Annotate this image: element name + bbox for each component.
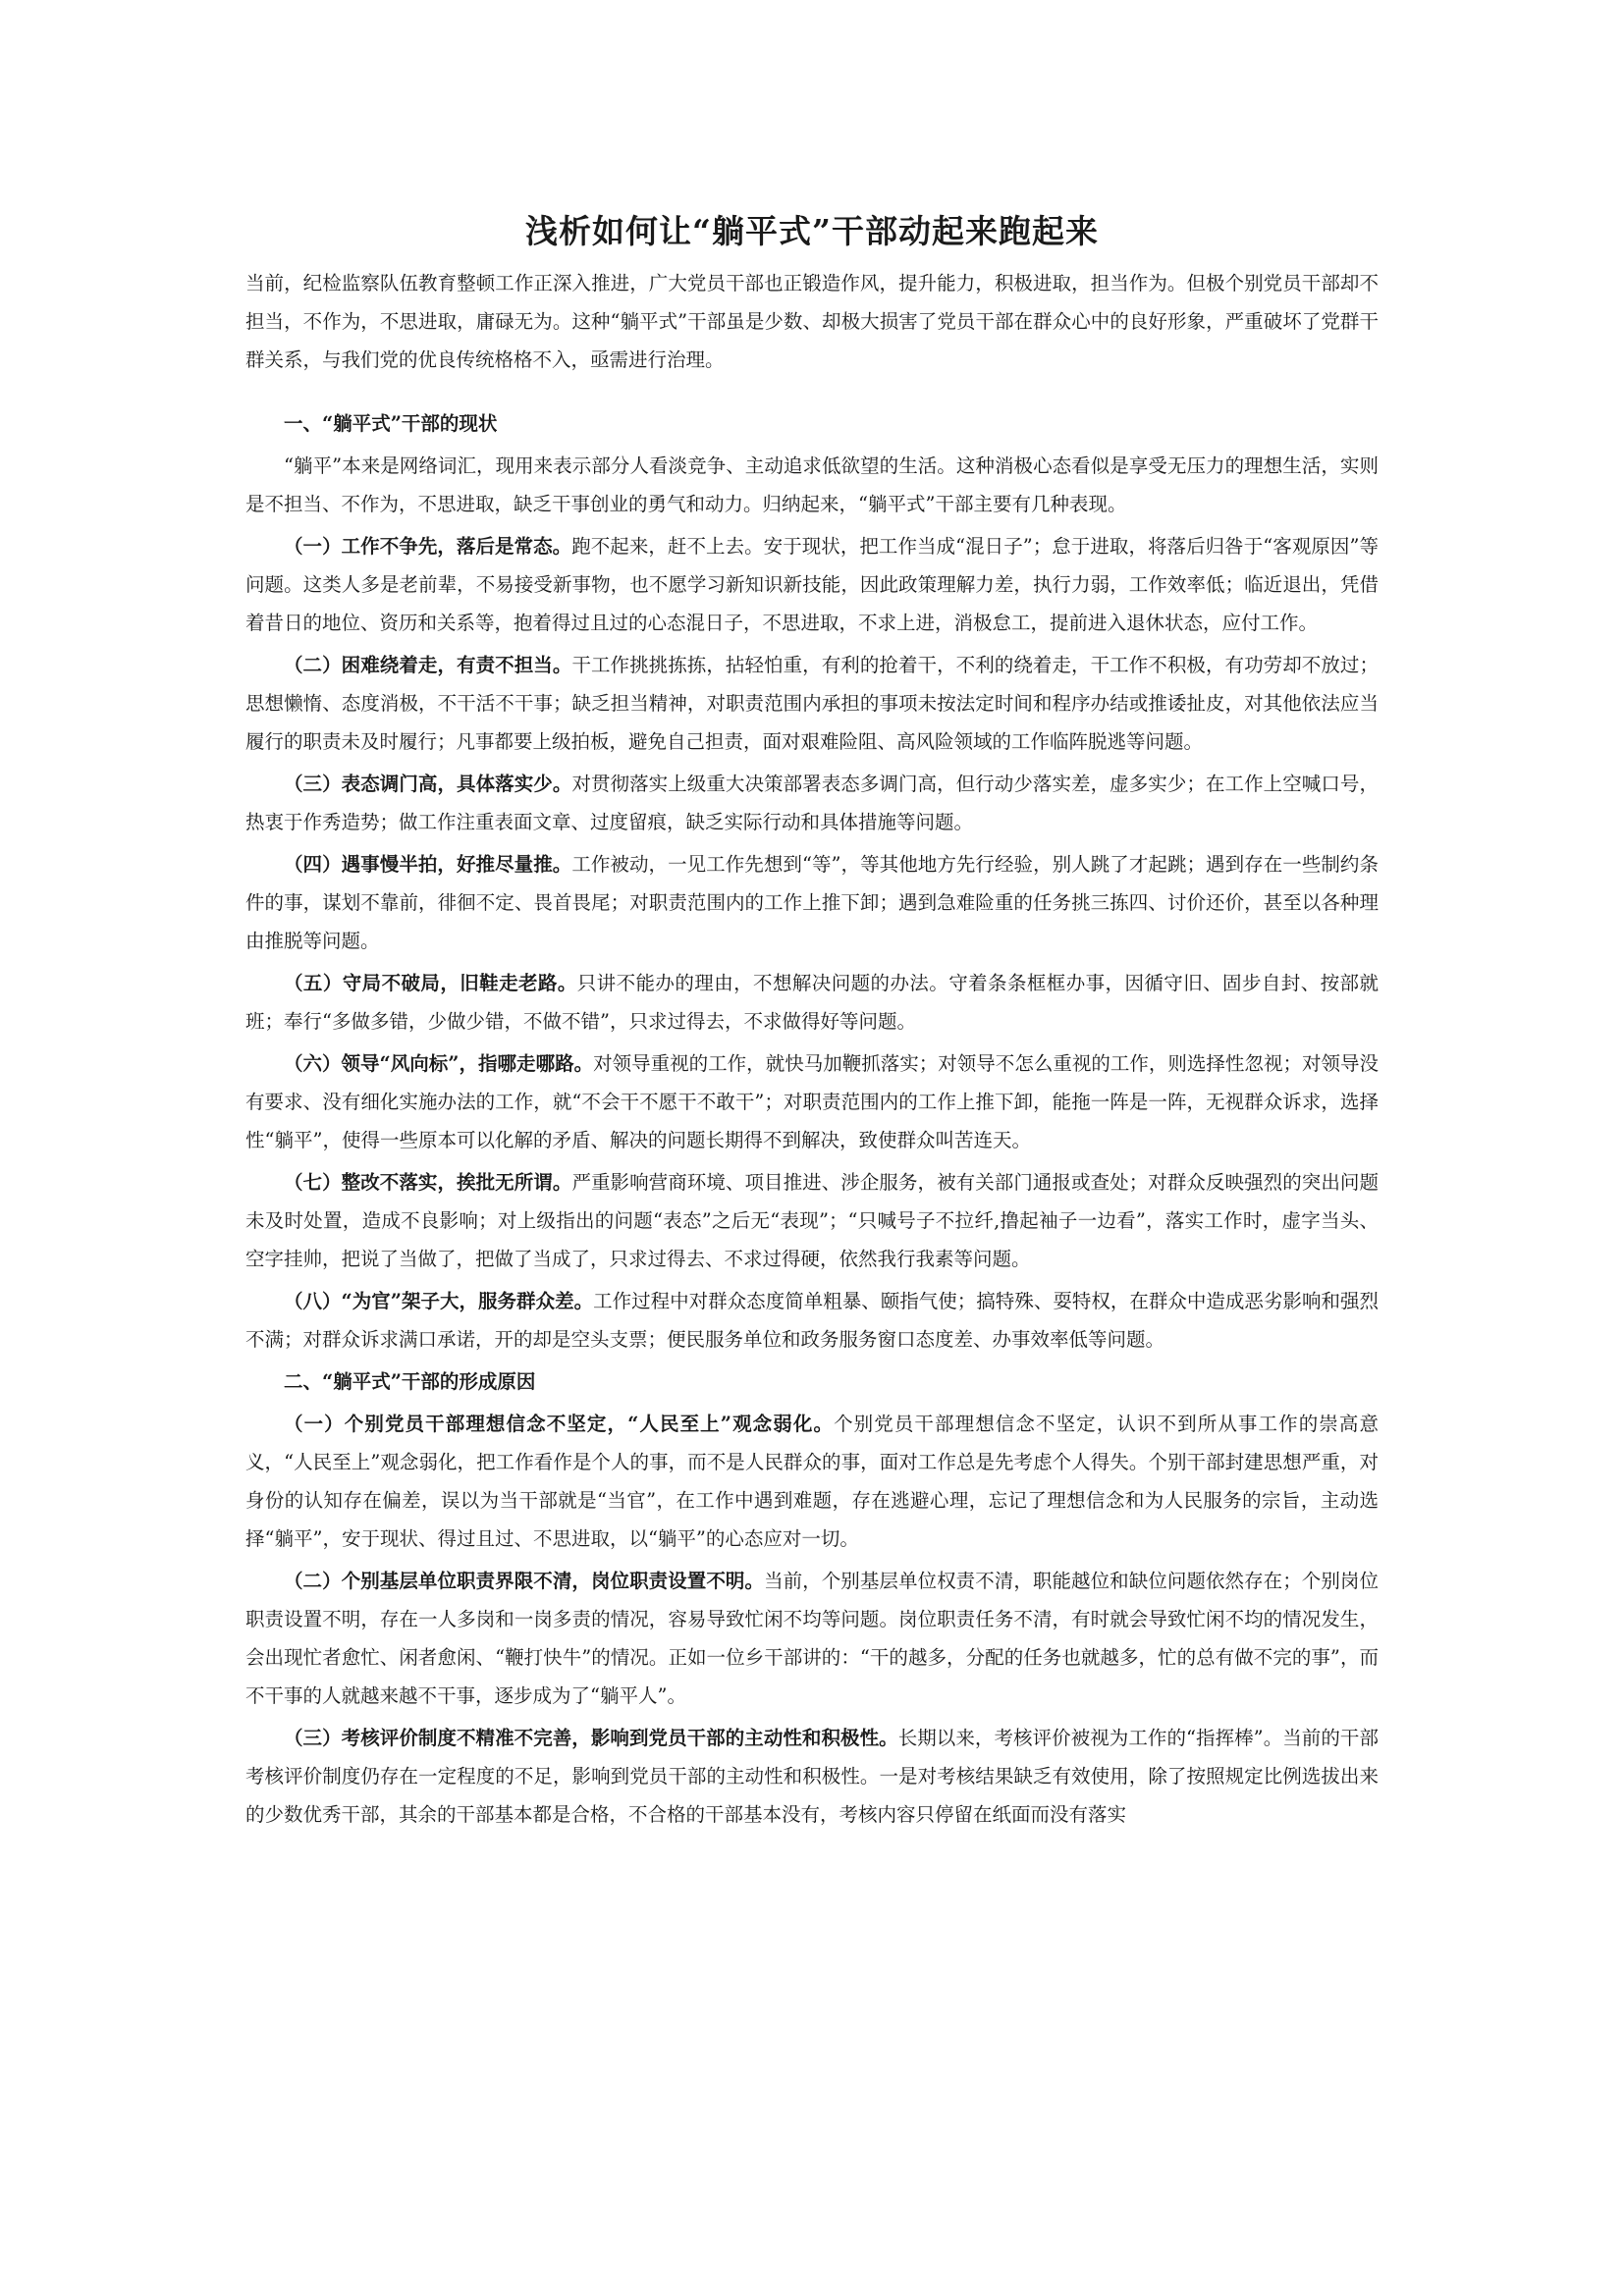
list-item: [245, 1282, 1379, 1359]
item-text: 当前，个别基层单位权责不清，职能越位和缺位问题依然存在；个别岗位职责设置不明，存在一人多岗和一岗多责的情况，容易导致忙闲不均等问题。岗位职责任务不清，有时就会导致忙闲不均的情况发生，会出现忙者愈忙、闲者愈闲、“鞭打快牛”的情况。正如一位乡干部讲的：“干的越多，分配的任务也就越多，忙的总有做不完的事”，而不干事的人就越来越不干事，逐步成为了“躺平人”。: [245, 1570, 1379, 1707]
item-text: 严重影响营商环境、项目推进、涉企服务，被有关部门通报或查处；对群众反映强烈的突出问题未及时处置，造成不良影响；对上级指出的问题“表态”之后无“表现”；“只喊号子不拉纤,撸起袖子一边看”，落实工作时，虚字当头、空字挂帅，把说了当做了，把做了当成了，只求过得去、不求过得硬，依然我行我素等问题。: [245, 1171, 1379, 1270]
item-lead: （三）表态调门高，具体落实少。: [284, 773, 572, 795]
list-item: [245, 765, 1379, 841]
document-title: 浅析如何让“躺平式”干部动起来跑起来: [525, 212, 1099, 250]
item-lead: （七）整改不落实，挨批无所谓。: [284, 1171, 572, 1194]
item-text: 工作被动，一见工作先想到“等”，等其他地方先行经验，别人跳了才起跳；遇到存在一些制约条件的事，谋划不靠前，徘徊不定、畏首畏尾；对职责范围内的工作上推下卸；遇到急难险重的任务挑三拣四、讨价还价，甚至以各种理由推脱等问题。: [245, 853, 1379, 952]
item-lead: （一）工作不争先，落后是常态。: [284, 535, 572, 558]
list-item: [245, 1405, 1379, 1558]
item-text: 对领导重视的工作，就快马加鞭抓落实；对领导不怎么重视的工作，则选择性忽视；对领导没有要求、没有细化实施办法的工作，就“不会干不愿干不敢干”；对职责范围内的工作上推下卸，能拖一阵是一阵，无视群众诉求，选择性“躺平”，使得一些原本可以化解的矛盾、解决的问题长期得不到解决，致使群众叫苦连天。: [245, 1052, 1379, 1151]
item-text: 只讲不能办的理由，不想解决问题的办法。守着条条框框办事，因循守旧、固步自封、按部就班；奉行“多做多错，少做少错，不做不错”，只求过得去，不求做得好等问题。: [245, 972, 1379, 1033]
list-item: [245, 646, 1379, 761]
list-item: [245, 1719, 1379, 1834]
section-heading: 二、“躺平式”干部的形成原因: [284, 1370, 536, 1393]
intro-paragraph: 当前，纪检监察队伍教育整顿工作正深入推进，广大党员干部也正锻造作风，提升能力，积极进取，担当作为。但极个别党员干部却不担当，不作为，不思进取，庸碌无为。这种“躺平式”干部虽是少数、却极大损害了党员干部在群众心中的良好形象，严重破坏了党群干群关系，与我们党的优良传统格格不入，亟需进行治理。: [245, 272, 1379, 371]
list-item: [245, 527, 1379, 642]
item-lead: （八）“为官”架子大，服务群众差。: [284, 1290, 594, 1312]
section-heading: 一、“躺平式”干部的现状: [284, 412, 498, 435]
list-item: [245, 1562, 1379, 1715]
item-text: 长期以来，考核评价被视为工作的“指挥棒”。当前的干部考核评价制度仍存在一定程度的不足，影响到党员干部的主动性和积极性。一是对考核结果缺乏有效使用，除了按照规定比例选拔出来的少数优秀干部，其余的干部基本都是合格，不合格的干部基本没有，考核内容只停留在纸面而没有落实: [245, 1727, 1379, 1826]
list-item: [245, 1163, 1379, 1278]
item-text: 个别党员干部理想信念不坚定，认识不到所从事工作的崇高意义，“人民至上”观念弱化，把工作看作是个人的事，而不是人民群众的事，面对工作总是先考虑个人得失。个别干部封建思想严重，对身份的认知存在偏差，误以为当干部就是“当官”，在工作中遇到难题，存在逃避心理，忘记了理想信念和为人民服务的宗旨，主动选择“躺平”，安于现状、得过且过、不思进取，以“躺平”的心态应对一切。: [245, 1413, 1379, 1550]
item-text: 跑不起来，赶不上去。安于现状，把工作当成“混日子”；怠于进取，将落后归咎于“客观原因”等问题。这类人多是老前辈，不易接受新事物，也不愿学习新知识新技能，因此政策理解力差，执行力弱，工作效率低；临近退出，凭借着昔日的地位、资历和关系等，抱着得过且过的心态混日子，不思进取，不求上进，消极怠工，提前进入退休状态，应付工作。: [245, 535, 1379, 634]
list-item: [245, 1044, 1379, 1159]
item-lead: （一）个别党员干部理想信念不坚定，“人民至上”观念弱化。: [284, 1413, 835, 1435]
item-text: 干工作挑挑拣拣，拈轻怕重，有利的抢着干，不利的绕着走，干工作不积极，有功劳却不放过；思想懒惰、态度消极，不干活不干事；缺乏担当精神，对职责范围内承担的事项未按法定时间和程序办结或推诿扯皮，对其他依法应当履行的职责未及时履行；凡事都要上级拍板，避免自己担责，面对艰难险阻、高风险领域的工作临阵脱逃等问题。: [245, 654, 1379, 753]
item-lead: （二）个别基层单位职责界限不清，岗位职责设置不明。: [284, 1570, 765, 1592]
item-text: 工作过程中对群众态度简单粗暴、颐指气使；搞特殊、耍特权，在群众中造成恶劣影响和强烈不满；对群众诉求满口承诺，开的却是空头支票；便民服务单位和政务服务窗口态度差、办事效率低等问题。: [245, 1290, 1379, 1351]
item-lead: （六）领导“风向标”，指哪走哪路。: [284, 1052, 594, 1075]
item-lead: （四）遇事慢半拍，好推尽量推。: [284, 853, 572, 876]
item-lead: （五）守局不破局，旧鞋走老路。: [284, 972, 577, 994]
item-lead: （二）困难绕着走，有责不担当。: [284, 654, 572, 676]
section-lead-paragraph: “躺平”本来是网络词汇，现用来表示部分人看淡竞争、主动追求低欲望的生活。这种消极心态看似是享受无压力的理想生活，实则是不担当、不作为，不思进取，缺乏干事创业的勇气和动力。归纳起来，“躺平式”干部主要有几种表现。: [245, 454, 1379, 515]
list-item: [245, 845, 1379, 960]
item-lead: （三）考核评价制度不精准不完善，影响到党员干部的主动性和积极性。: [284, 1727, 898, 1749]
item-text: 对贯彻落实上级重大决策部署表态多调门高，但行动少落实差，虚多实少；在工作上空喊口号，热衷于作秀造势；做工作注重表面文章、过度留痕，缺乏实际行动和具体措施等问题。: [245, 773, 1379, 833]
list-item: [245, 964, 1379, 1041]
